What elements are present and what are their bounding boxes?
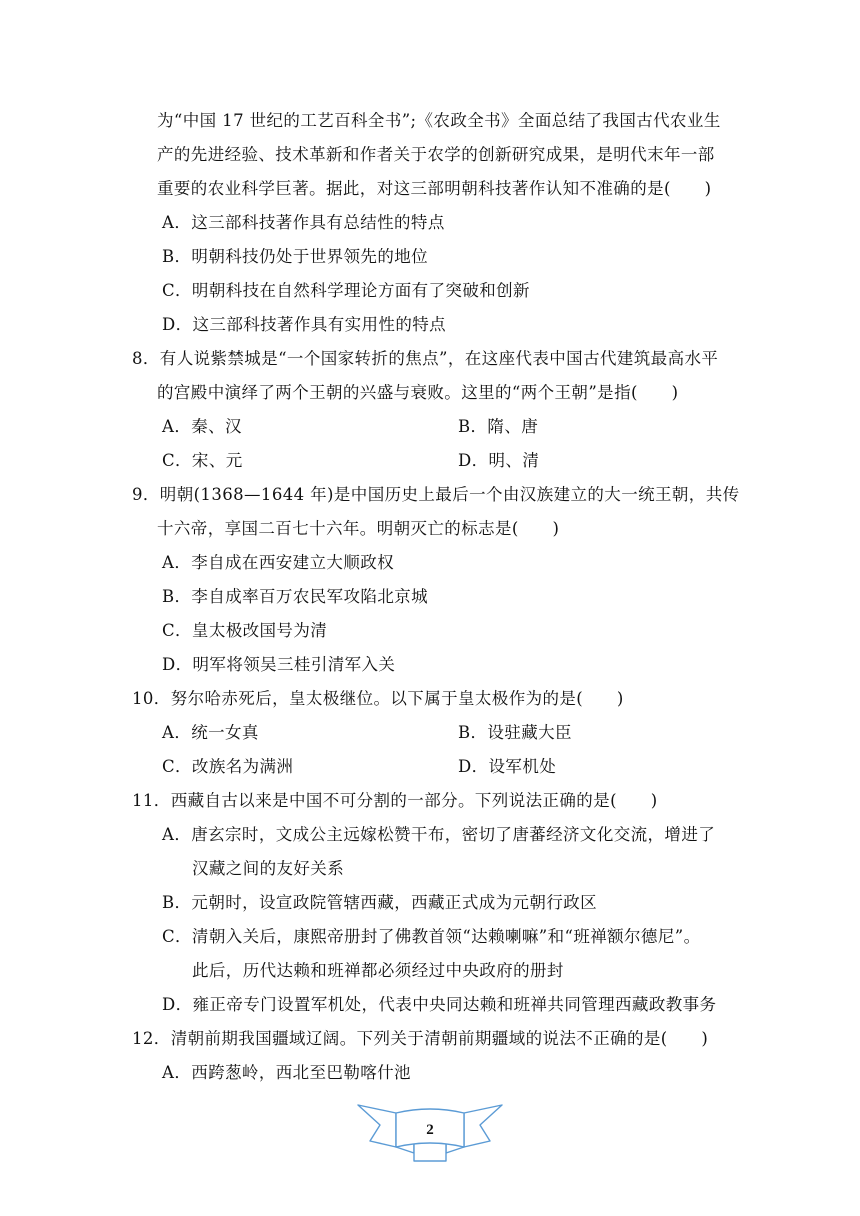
answer-option: D．雍正帝专门设置军机处，代表中央同达赖和班禅共同管理西藏政教事务: [162, 995, 717, 1014]
answer-option: C．皇太极改国号为清: [162, 621, 328, 640]
question-stem: 10．努尔哈赤死后，皇太极继位。以下属于皇太极作为的是( ): [132, 689, 624, 708]
answer-option: C．明朝科技在自然科学理论方面有了突破和创新: [162, 281, 530, 300]
answer-option: A．李自成在西安建立大顺政权: [162, 553, 395, 572]
answer-option: C．清朝入关后，康熙帝册封了佛教首领“达赖喇嘛”和“班禅额尔德尼”。: [162, 927, 701, 946]
answer-option: B．元朝时，设宣政院管辖西藏，西藏正式成为元朝行政区: [162, 893, 598, 912]
answer-option: B．明朝科技仍处于世界领先的地位: [162, 247, 429, 266]
question-text-line: 为“中国 17 世纪的工艺百科全书”;《农政全书》全面总结了我国古代农业生: [157, 111, 721, 130]
page-number: 2: [426, 1122, 434, 1138]
answer-option: B．李自成率百万农民军攻陷北京城: [162, 587, 429, 606]
answer-option: 汉藏之间的友好关系: [192, 859, 345, 878]
question-stem: 9．明朝(1368—1644 年)是中国历史上最后一个由汉族建立的大一统王朝，共传: [132, 485, 740, 504]
question-text-line: 十六帝，享国二百七十六年。明朝灭亡的标志是( ): [157, 519, 560, 538]
question-text-line: 产的先进经验、技术革新和作者关于农学的创新研究成果，是明代末年一部: [157, 145, 715, 164]
answer-option: A．唐玄宗时，文成公主远嫁松赞干布，密切了唐蕃经济文化交流，增进了: [162, 825, 716, 844]
answer-option: C．宋、元: [162, 451, 243, 470]
answer-option: 此后，历代达赖和班禅都必须经过中央政府的册封: [192, 961, 564, 980]
answer-option: D．明军将领吴三桂引清军入关: [162, 655, 396, 674]
question-stem: 8．有人说紫禁城是“一个国家转折的焦点”，在这座代表中国古代建筑最高水平: [132, 349, 719, 368]
question-stem: 11．西藏自古以来是中国不可分割的一部分。下列说法正确的是( ): [132, 791, 658, 810]
answer-option: B．隋、唐: [458, 417, 539, 436]
question-text-line: 的宫殿中演绎了两个王朝的兴盛与衰败。这里的“两个王朝”是指( ): [157, 383, 679, 402]
answer-option: D．这三部科技著作具有实用性的特点: [162, 315, 447, 334]
answer-option: A．西跨葱岭，西北至巴勒喀什池: [162, 1063, 411, 1082]
answer-option: B．设驻藏大臣: [458, 723, 572, 742]
answer-option: D．设军机处: [458, 757, 557, 776]
answer-option: C．改族名为满洲: [162, 757, 294, 776]
question-text-line: 重要的农业科学巨著。据此，对这三部明朝科技著作认知不准确的是( ): [157, 179, 712, 198]
question-stem: 12．清朝前期我国疆域辽阔。下列关于清朝前期疆域的说法不正确的是( ): [132, 1029, 709, 1048]
answer-option: A．秦、汉: [162, 417, 242, 436]
answer-option: A．这三部科技著作具有总结性的特点: [162, 213, 445, 232]
answer-option: A．统一女真: [162, 723, 259, 742]
answer-option: D．明、清: [458, 451, 540, 470]
